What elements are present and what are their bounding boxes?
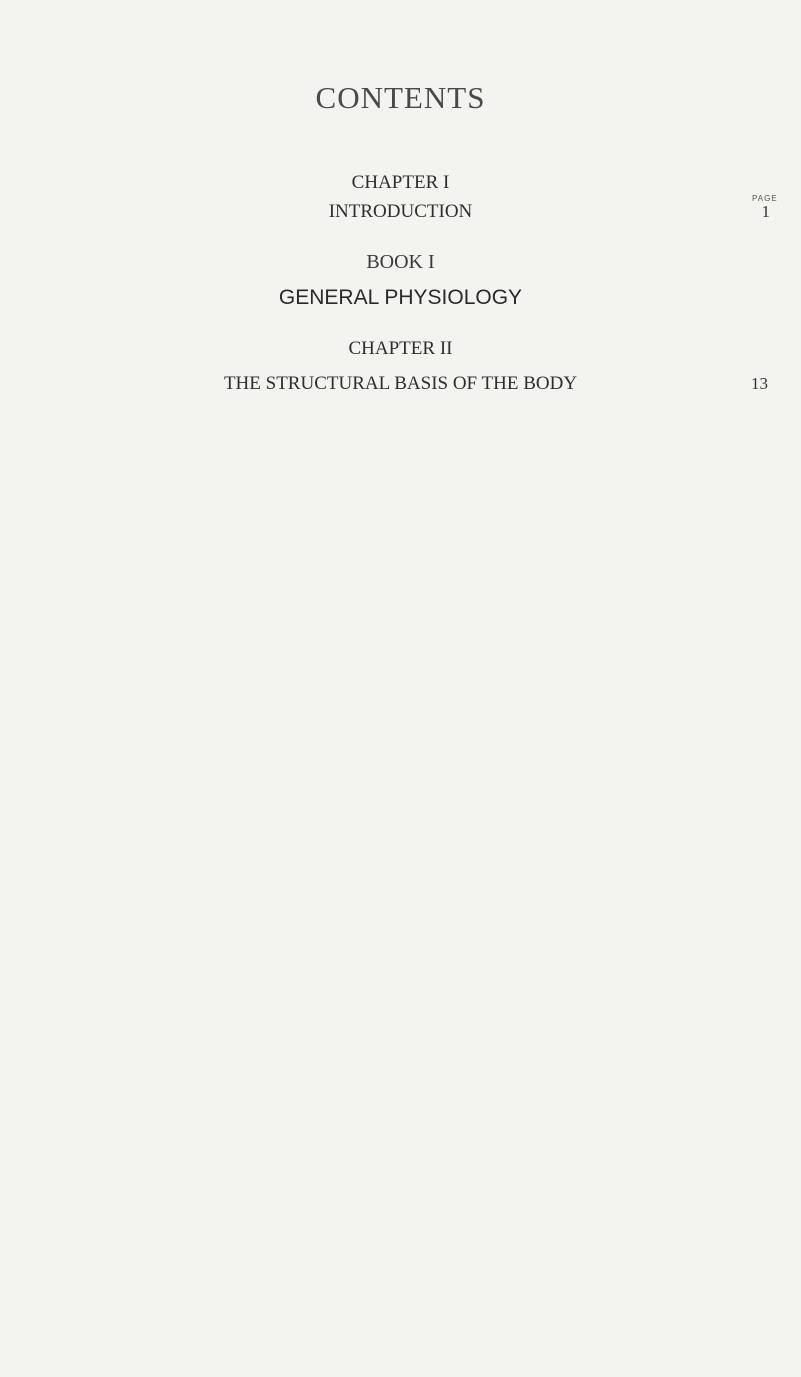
chapter-1-heading: INTRODUCTION — [328, 201, 473, 222]
chapter-2-label: CHAPTER II — [348, 338, 453, 359]
page-title: CONTENTS — [315, 80, 486, 115]
book-1-label: BOOK I — [366, 251, 435, 273]
chapter-1-page: 1 — [761, 202, 770, 221]
chapter-2-heading: THE STRUCTURAL BASIS OF THE BODY — [223, 373, 578, 394]
book-1-title: GENERAL PHYSIOLOGY — [278, 286, 523, 309]
chapter-2-page: 13 — [751, 374, 768, 393]
chapter-1-label: CHAPTER I — [351, 172, 450, 193]
page-column-label: PAGE — [752, 194, 778, 203]
